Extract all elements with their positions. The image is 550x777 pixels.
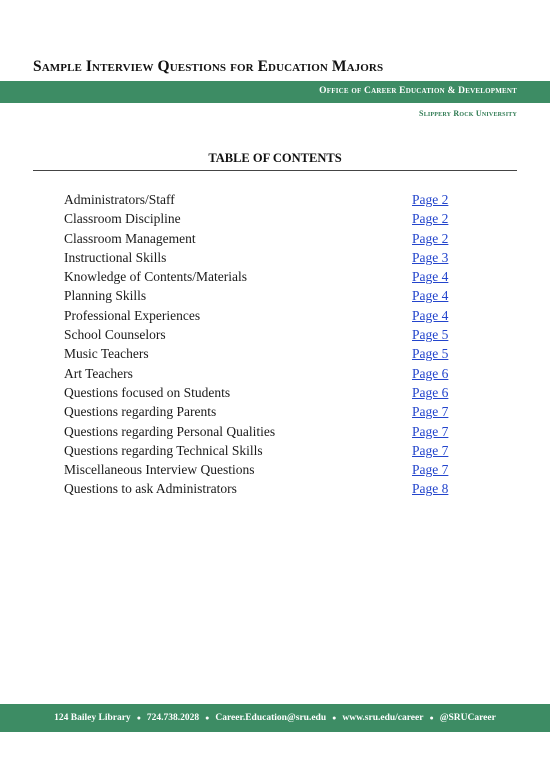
toc-entry-label: Planning Skills	[64, 288, 147, 304]
bullet-separator-icon: ●	[332, 713, 337, 722]
footer-phone: 724.738.2028	[146, 713, 200, 723]
toc-entry-label: Art Teachers	[64, 365, 133, 381]
footer-contact	[54, 713, 496, 723]
toc-entry-label: Classroom Discipline	[64, 211, 181, 227]
bullet-separator-icon: ●	[136, 713, 141, 722]
toc-entry	[64, 460, 484, 479]
bullet-separator-icon: ●	[205, 713, 210, 722]
footer-website[interactable]: www.sru.edu/career	[342, 713, 424, 723]
toc-entry-label: School Counselors	[64, 327, 166, 343]
university-name: Slippery Rock University	[419, 109, 517, 118]
footer-address: 124 Bailey Library	[54, 713, 131, 723]
toc-page-link[interactable]: Page 7	[412, 404, 449, 420]
toc-page-link[interactable]: Page 5	[412, 346, 449, 362]
toc-entry	[64, 306, 484, 325]
toc-list	[64, 190, 484, 499]
toc-heading: TABLE OF CONTENTS	[208, 151, 342, 165]
toc-entry-label: Classroom Management	[64, 230, 196, 246]
toc-page-link[interactable]: Page 7	[412, 462, 449, 478]
bullet-separator-icon: ●	[429, 713, 434, 722]
toc-entry	[64, 344, 484, 363]
toc-page-link[interactable]: Page 6	[412, 384, 449, 400]
office-name: Office of Career Education & Development	[319, 86, 517, 96]
toc-entry	[64, 364, 484, 383]
toc-entry	[64, 190, 484, 209]
toc-entry-label: Knowledge of Contents/Materials	[64, 269, 247, 285]
toc-page-link[interactable]: Page 4	[412, 307, 449, 323]
toc-page-link[interactable]: Page 7	[412, 442, 449, 458]
toc-page-link[interactable]: Page 4	[412, 288, 449, 304]
toc-divider	[33, 170, 517, 171]
footer-band	[0, 704, 550, 732]
toc-entry-label: Questions to ask Administrators	[64, 481, 237, 497]
toc-entry-label: Miscellaneous Interview Questions	[64, 462, 255, 478]
toc-entry	[64, 248, 484, 267]
toc-entry	[64, 286, 484, 305]
toc-entry	[64, 383, 484, 402]
toc-entry	[64, 422, 484, 441]
footer-social[interactable]: @SRUCareer	[439, 713, 496, 723]
toc-entry	[64, 267, 484, 286]
toc-page-link[interactable]: Page 7	[412, 423, 449, 439]
toc-page-link[interactable]: Page 2	[412, 230, 449, 246]
toc-page-link[interactable]: Page 2	[412, 211, 449, 227]
toc-entry-label: Professional Experiences	[64, 307, 201, 323]
document-title: Sample Interview Questions for Education Majors	[33, 58, 384, 75]
toc-entry-label: Questions focused on Students	[64, 384, 231, 400]
toc-entry	[64, 209, 484, 228]
toc-entry-label: Questions regarding Technical Skills	[64, 442, 263, 458]
toc-page-link[interactable]: Page 6	[412, 365, 449, 381]
toc-entry	[64, 441, 484, 460]
toc-entry	[64, 402, 484, 421]
toc-page-link[interactable]: Page 4	[412, 269, 449, 285]
toc-page-link[interactable]: Page 3	[412, 249, 449, 265]
toc-entry-label: Questions regarding Parents	[64, 404, 217, 420]
toc-page-link[interactable]: Page 5	[412, 327, 449, 343]
toc-entry-label: Questions regarding Personal Qualities	[64, 423, 276, 439]
toc-entry-label: Instructional Skills	[64, 249, 167, 265]
toc-entry	[64, 479, 484, 498]
toc-page-link[interactable]: Page 2	[412, 192, 449, 207]
footer-email[interactable]: Career.Education@sru.edu	[215, 713, 327, 723]
toc-entry-label: Administrators/Staff	[64, 192, 175, 207]
toc-entry	[64, 325, 484, 344]
toc-entry	[64, 229, 484, 248]
toc-page-link[interactable]: Page 8	[412, 481, 449, 497]
toc-entry-label: Music Teachers	[64, 346, 149, 362]
